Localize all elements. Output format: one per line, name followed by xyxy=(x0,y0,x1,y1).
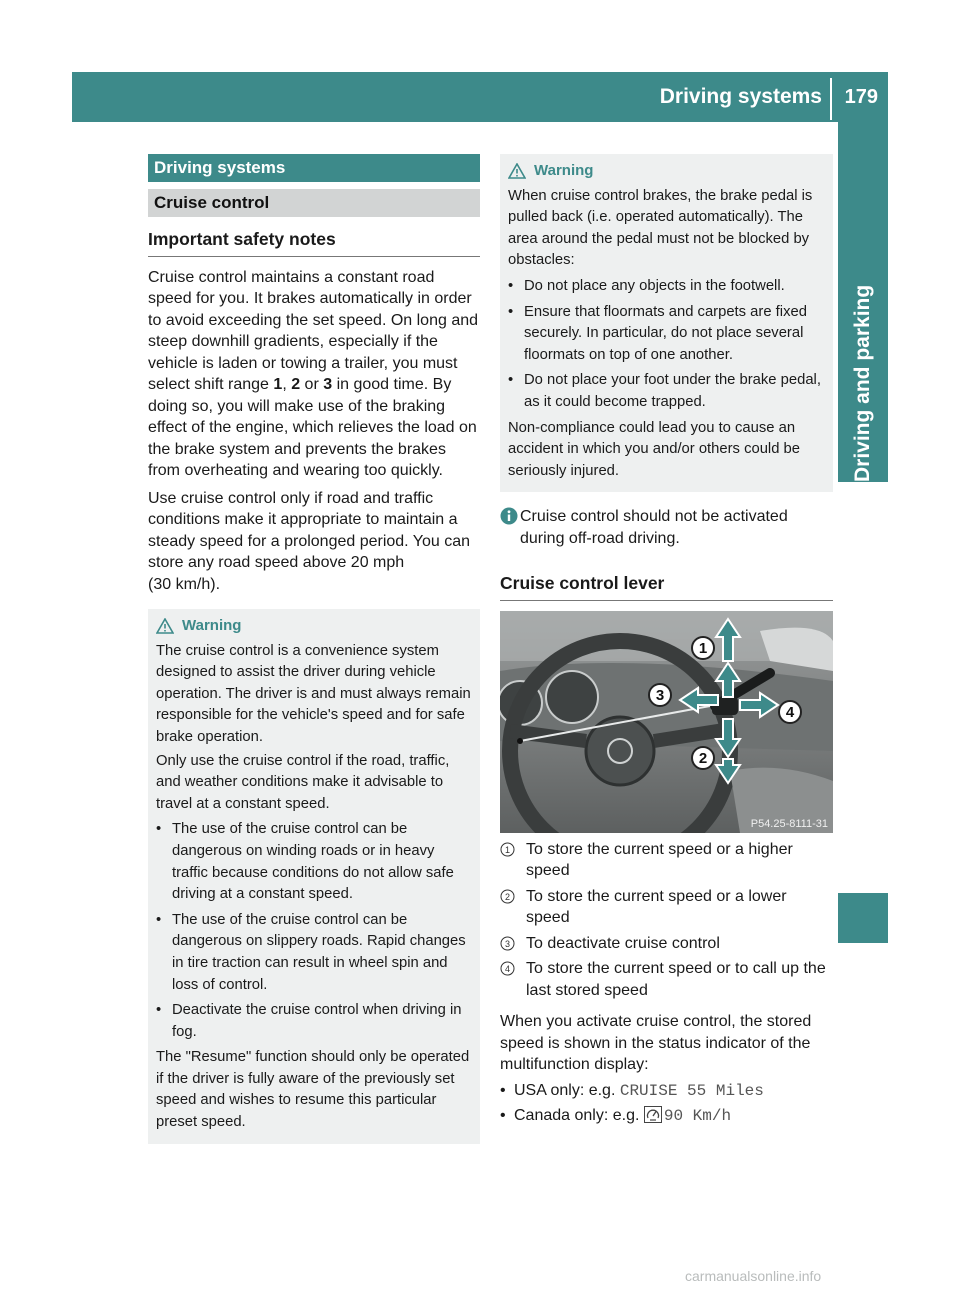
page-number: 179 xyxy=(844,86,878,108)
display-examples xyxy=(500,1080,833,1128)
warning-list xyxy=(508,276,825,414)
warning-header xyxy=(508,160,825,182)
chapter-side-tab xyxy=(838,122,888,482)
dashboard-photo xyxy=(500,611,833,833)
number-badge-icon xyxy=(500,842,515,857)
svg-text:1: 1 xyxy=(504,844,511,855)
info-icon xyxy=(500,507,518,525)
paragraph: Cruise control maintains a constant road speed for you. It brakes automatically in order to avoid exceeding the set speed. On long and steep downhill gradients, especially if the vehicle is laden or towing a trailer, you must select shift range 1, 2 or 3 in good time. By doing so, you will make use of the braking effect of the engine, which relieves the load on the brake system and prevents the brakes from overheating and wearing too quickly. xyxy=(148,268,479,479)
list-item: • Deactivate the cruise control when driving in fog. xyxy=(156,1002,462,1040)
info-note xyxy=(500,506,833,549)
header-divider xyxy=(830,78,832,120)
list-item: 2 To store the current speed or a lower speed xyxy=(500,886,833,929)
header-title: Driving systems xyxy=(659,85,822,108)
list-item: 3 To deactivate cruise control xyxy=(500,933,833,955)
warning-title: Warning xyxy=(534,162,594,179)
list-item: • USA only: e.g. CRUISE 55 Miles xyxy=(500,1081,764,1100)
warning-header xyxy=(156,615,472,637)
paragraph: When you activate cruise control, the stored speed is shown in the status indicator of the multifunction display: xyxy=(500,1013,812,1074)
side-marker xyxy=(838,893,888,943)
bullet-icon: • xyxy=(500,1107,506,1125)
cruise-control-lever-image xyxy=(500,611,833,833)
list-item: • Ensure that floormats and carpets are fixed securely. In particular, do not place several floormats on top of one another. xyxy=(508,303,807,363)
list-item: • Do not place any objects in the footwell. xyxy=(508,276,825,298)
list-item: 4 To store the current speed or to call up the last stored speed xyxy=(500,958,833,1001)
bullet-icon: • xyxy=(508,277,514,294)
section-heading: Important safety notes xyxy=(148,229,480,257)
svg-text:4: 4 xyxy=(504,964,511,975)
number-badge-icon xyxy=(500,961,515,976)
bullet-icon: • xyxy=(508,303,514,320)
warning-list xyxy=(156,819,472,1043)
cruise-symbol-icon xyxy=(644,1106,662,1123)
paragraph: Use cruise control only if road and traffic conditions make it appropriate to maintain a steady speed for a prolonged period. You can store any road speed above 20 mph (30 km/h). xyxy=(148,489,471,593)
list-item: • Do not place your foot under the brake pedal, as it could become trapped. xyxy=(508,372,821,410)
warning-title: Warning xyxy=(182,617,242,634)
gauge-icon xyxy=(546,671,598,723)
list-item: 1 To store the current speed or a higher speed xyxy=(500,839,833,882)
svg-text:2: 2 xyxy=(504,891,511,902)
bullet-icon: • xyxy=(508,372,514,389)
footer-watermark: carmanualsonline.info xyxy=(685,1268,822,1284)
display-code: CRUISE 55 Miles xyxy=(619,1081,764,1100)
callout-4-label: 4 xyxy=(785,703,795,721)
svg-text:3: 3 xyxy=(504,938,511,949)
bullet-icon: • xyxy=(156,911,162,928)
list-item: • Canada only: e.g. 90 Km/h xyxy=(500,1107,732,1126)
warning-box xyxy=(148,609,480,1144)
bullet-icon: • xyxy=(156,821,162,838)
info-text: Cruise control should not be activated during off-road driving. xyxy=(520,508,788,547)
warning-icon xyxy=(508,163,526,179)
display-code: 90 Km/h xyxy=(663,1107,732,1126)
section-heading: Cruise control lever xyxy=(500,573,833,601)
callout-2-label: 2 xyxy=(698,749,708,767)
warning-box xyxy=(500,154,833,492)
warning-icon xyxy=(156,618,174,634)
list-item: • The use of the cruise control can be dangerous on winding roads or in heavy traffic because conditions do not allow safe driving at a constant speed. xyxy=(156,821,454,903)
callout-1-label: 1 xyxy=(698,639,708,657)
section-bar: Driving systems xyxy=(148,154,480,182)
subsection-bar: Cruise control xyxy=(148,189,480,217)
number-badge-icon xyxy=(500,936,515,951)
warning-text: The "Resume" function should only be operated if the driver is fully aware of the previously set speed and wishes to resume this particular preset speed. xyxy=(156,1049,470,1131)
page-header xyxy=(72,72,888,122)
callout-3-label: 3 xyxy=(655,686,665,704)
callout-list xyxy=(500,839,833,1002)
bullet-icon: • xyxy=(500,1081,506,1099)
bullet-icon: • xyxy=(156,1002,162,1019)
warning-text: When cruise control brakes, the brake pedal is pulled back (i.e. operated automatically). The area around the pedal must not be blocked by obstacles: xyxy=(508,187,813,269)
warning-text: Only use the cruise control if the road, traffic, and weather conditions make it advisable to travel at a constant speed. xyxy=(156,752,450,812)
right-column xyxy=(500,154,833,1128)
chapter-label: Driving and parking xyxy=(851,284,874,482)
list-item: • The use of the cruise control can be dangerous on slippery roads. Rapid changes in tire traction can result in wheel spin and loss of control. xyxy=(156,911,466,993)
left-column xyxy=(148,154,480,1144)
number-badge-icon xyxy=(500,889,515,904)
image-code: P54.25-8111-31 xyxy=(750,817,828,830)
warning-text: Non-compliance could lead you to cause an accident in which you and/or others could be seriously injured. xyxy=(508,419,801,479)
warning-text: The cruise control is a convenience system designed to assist the driver during vehicle operation. The driver is and must always remain responsible for the vehicle's speed and for safe brake operation. xyxy=(156,642,471,745)
